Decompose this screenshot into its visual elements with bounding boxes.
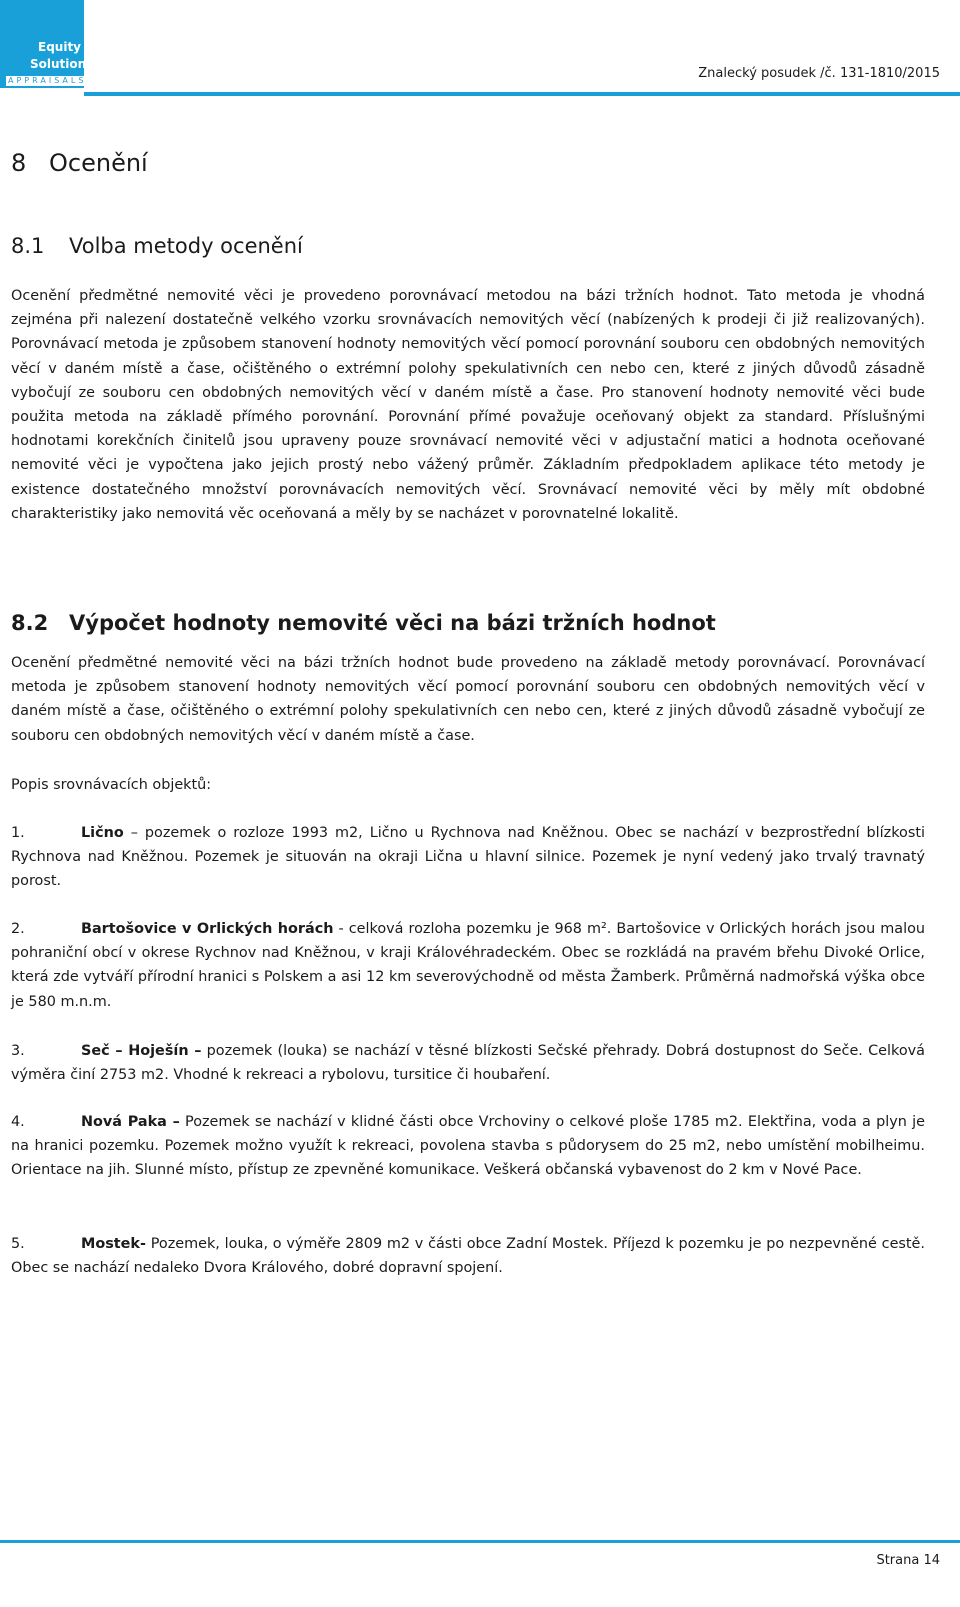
item-name: Seč – Hoješín – — [81, 1043, 202, 1059]
method-choice-paragraph: Ocenění předmětné nemovité věci je provedeno porovnávací metodou na bázi tržních hodnot. Tato metoda je vhodná zejména při nalezení dostatečně velkého vzorku srovnávacích nemovitých věcí (nabízených k prodeji či již realizovaných). Porovnávací metoda je způsobem stanovení hodnoty nemovitých věcí pomocí porovnání souboru cen obdobných nemovitých věcí v daném místě a čase, očištěného o extrémní polohy spekulativních cen nebo cen, které z jiných důvodů zásadně vybočují ze souboru cen obdobných nemovitých věcí v daném místě a čase. Pro stanovení hodnoty nemovité věci bude použita metoda na základě přímého porovnání. Porovnání přímé považuje oceňovaný objekt za standard. Příslušnými hodnotami korekčních činitelů jsou upraveny pouze srovnávací nemovité věci v adjustační matici a hodnota oceňované nemovité věci je vypočtena jako jejich prostý nebo vážený průměr. Základním předpokladem aplikace této metody je existence dostatečného množství porovnávacích nemovitých věcí. Srovnávací nemovité věci by měly mít obdobné charakteristiky jako nemovitá věc oceňovaná a měly by se nacházet v porovnatelné lokalitě. — [11, 288, 925, 522]
item-number: 3. — [11, 1043, 25, 1059]
section-title: Výpočet hodnoty nemovité věci na bázi tržních hodnot — [69, 611, 716, 635]
logo-tagline: APPRAISALS — [8, 76, 87, 85]
item-description: - celková rozloha pozemku je 968 m². Bartošovice v Orlických horách jsou malou pohraniční obcí v okrese Rychnov nad Kněžnou, v kraji Královéhradeckém. Obec se rozkládá na pravém břehu Divoké Orlice, která zde vytváří přírodní hranici s Polskem a asi 12 km severovýchodně od města Žamberk. Průměrná nadmořská výška obce je 580 m.n.m. — [11, 921, 925, 1010]
header-divider — [84, 92, 960, 96]
section-number: 8.2 — [11, 611, 49, 635]
section-8-1-heading — [11, 234, 303, 258]
section-number: 8.1 — [11, 234, 45, 258]
comparable-item-4 — [11, 1110, 925, 1183]
section-title: Volba metody ocenění — [69, 234, 303, 258]
item-number: 2. — [11, 921, 25, 937]
comparable-item-2 — [11, 917, 925, 1014]
item-description: pozemek (louka) se nachází v těsné blízkosti Sečské přehrady. Dobrá dostupnost do Seče. Celková výměra činí 2753 m2. Vhodné k rekreaci a rybolovu, tursitice či houbaření. — [11, 1043, 925, 1084]
item-description: Pozemek, louka, o výměře 2809 m2 v části obce Zadní Mostek. Příjezd k pozemku je po nezpevněné cestě. Obec se nachází nedaleko Dvora Králového, dobré dopravní spojení. — [11, 1236, 925, 1277]
document-reference: Znalecký posudek /č. 131-1810/2015 — [698, 66, 940, 81]
page-number: Strana 14 — [876, 1553, 940, 1568]
item-number: 1. — [11, 825, 25, 841]
item-number: 4. — [11, 1114, 25, 1130]
section-title: Ocenění — [49, 149, 148, 177]
comparable-item-3 — [11, 1039, 925, 1087]
comparable-item-1 — [11, 821, 925, 894]
comparables-label: Popis srovnávacích objektů: — [11, 777, 212, 793]
comparable-item-5 — [11, 1232, 925, 1280]
valuation-paragraph: Ocenění předmětné nemovité věci na bázi tržních hodnot bude provedeno na základě metody porovnávací. Porovnávací metoda je způsobem stanovení hodnoty nemovitých věcí pomocí porovnání souboru cen obdobných nemovitých věcí v daném místě a čase, očištěného o extrémní polohy spekulativních cen nebo cen, které z jiných důvodů zásadně vybočují ze souboru cen obdobných nemovitých věcí v daném místě a čase. — [11, 655, 925, 744]
item-name: Nová Paka – — [81, 1114, 180, 1130]
item-name: Bartošovice v Orlických horách — [81, 921, 334, 937]
section-8-2-heading — [11, 611, 716, 635]
item-name: Mostek- — [81, 1236, 146, 1252]
item-name: Lično — [81, 825, 124, 841]
logo-text-solutions: Solutions — [30, 57, 94, 71]
section-8-heading — [11, 149, 148, 177]
section-number: 8 — [11, 149, 27, 177]
logo-text-equity: Equity — [38, 40, 82, 54]
footer-divider — [0, 1540, 960, 1543]
company-logo — [0, 0, 94, 88]
item-description: – pozemek o rozloze 1993 m2, Lično u Rychnova nad Kněžnou. Obec se nachází v bezprostřední blízkosti Rychnova nad Kněžnou. Pozemek je situován na okraji Lična u hlavní silnice. Pozemek je nyní vedený jako trvalý travnatý porost. — [11, 825, 925, 890]
item-number: 5. — [11, 1236, 25, 1252]
item-description: Pozemek se nachází v klidné části obce Vrchoviny o celkové ploše 1785 m2. Elektřina, voda a plyn je na hranici pozemku. Pozemek možno využít k rekreaci, povolena stavba s půdorysem do 25 m2, nebo umístění mobilheimu. Orientace na jih. Slunné místo, přístup ze zpevněné komunikace. Veškerá občanská vybavenost do 2 km v Nové Pace. — [11, 1114, 925, 1179]
